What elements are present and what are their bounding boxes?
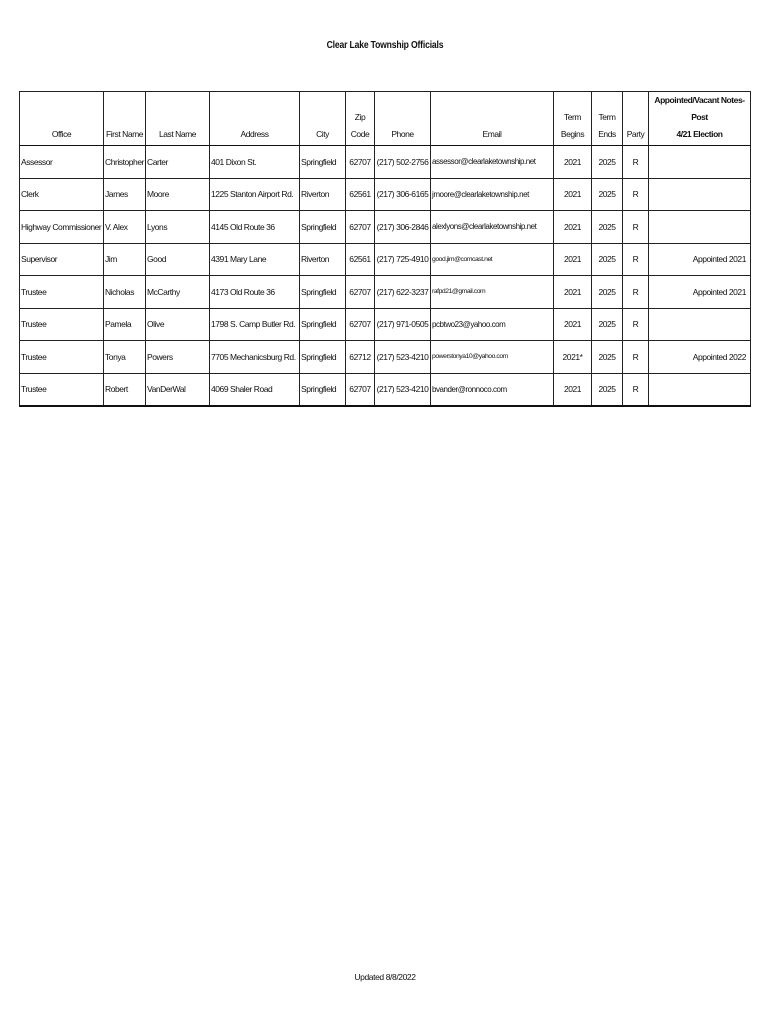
cell-email[interactable]: good.jim@comcast.net bbox=[431, 243, 554, 276]
cell-term-begins: 2021 bbox=[554, 276, 592, 309]
cell-party: R bbox=[623, 211, 649, 244]
cell-zip: 62712 bbox=[346, 341, 375, 374]
cell-phone: (217) 971-0505 bbox=[375, 308, 431, 341]
cell-last-name: Powers bbox=[146, 341, 210, 374]
cell-party: R bbox=[623, 373, 649, 406]
cell-notes bbox=[649, 146, 751, 179]
cell-city: Springfield bbox=[300, 276, 346, 309]
header-notes bbox=[649, 92, 751, 146]
cell-office: Trustee bbox=[20, 373, 104, 406]
table-row bbox=[20, 341, 751, 374]
cell-first-name: Jim bbox=[104, 243, 146, 276]
cell-address: 401 Dixon St. bbox=[210, 146, 300, 179]
cell-zip: 62707 bbox=[346, 276, 375, 309]
table-row bbox=[20, 373, 751, 406]
cell-last-name: Good bbox=[146, 243, 210, 276]
cell-party: R bbox=[623, 146, 649, 179]
cell-term-begins: 2021 bbox=[554, 308, 592, 341]
cell-phone: (217) 523-4210 bbox=[375, 373, 431, 406]
cell-first-name: James bbox=[104, 178, 146, 211]
cell-email[interactable]: pcbtwo23@yahoo.com bbox=[431, 308, 554, 341]
table-row bbox=[20, 146, 751, 179]
cell-office: Trustee bbox=[20, 276, 104, 309]
cell-phone: (217) 306-6165 bbox=[375, 178, 431, 211]
cell-email[interactable]: bvander@ronnoco.com bbox=[431, 373, 554, 406]
cell-city: Springfield bbox=[300, 211, 346, 244]
cell-term-ends: 2025 bbox=[592, 276, 623, 309]
cell-email[interactable]: powerstonya10@yahoo.com bbox=[431, 341, 554, 374]
cell-party: R bbox=[623, 276, 649, 309]
cell-notes bbox=[649, 211, 751, 244]
cell-zip: 62707 bbox=[346, 146, 375, 179]
cell-term-ends: 2025 bbox=[592, 373, 623, 406]
cell-notes bbox=[649, 373, 751, 406]
header-office: Office bbox=[20, 92, 104, 146]
header-phone: Phone bbox=[375, 92, 431, 146]
cell-term-ends: 2025 bbox=[592, 308, 623, 341]
cell-last-name: McCarthy bbox=[146, 276, 210, 309]
header-party: Party bbox=[623, 92, 649, 146]
cell-address: 4069 Shaler Road bbox=[210, 373, 300, 406]
cell-term-begins: 2021 bbox=[554, 146, 592, 179]
cell-first-name: Pamela bbox=[104, 308, 146, 341]
cell-zip: 62707 bbox=[346, 308, 375, 341]
cell-last-name: Moore bbox=[146, 178, 210, 211]
cell-phone: (217) 523-4210 bbox=[375, 341, 431, 374]
cell-city: Springfield bbox=[300, 146, 346, 179]
cell-address: 4145 Old Route 36 bbox=[210, 211, 300, 244]
cell-phone: (217) 306-2846 bbox=[375, 211, 431, 244]
header-notes-line1: Appointed/Vacant Notes-Post bbox=[654, 95, 745, 122]
header-zip-line1: Zip bbox=[354, 112, 366, 122]
cell-address: 7705 Mechanicsburg Rd. bbox=[210, 341, 300, 374]
table-row bbox=[20, 178, 751, 211]
header-address: Address bbox=[210, 92, 300, 146]
header-term-begins-line1: Term bbox=[563, 112, 582, 122]
cell-first-name: Nicholas bbox=[104, 276, 146, 309]
cell-address: 4173 Old Route 36 bbox=[210, 276, 300, 309]
cell-city: Riverton bbox=[300, 178, 346, 211]
cell-email[interactable]: assessor@clearlaketownship.net bbox=[431, 146, 554, 179]
header-term-ends-line2: Ends bbox=[598, 129, 616, 139]
cell-phone: (217) 502-2756 bbox=[375, 146, 431, 179]
table-row bbox=[20, 276, 751, 309]
cell-city: Springfield bbox=[300, 373, 346, 406]
cell-last-name: Olive bbox=[146, 308, 210, 341]
cell-last-name: Lyons bbox=[146, 211, 210, 244]
cell-office: Trustee bbox=[20, 308, 104, 341]
cell-term-ends: 2025 bbox=[592, 178, 623, 211]
cell-phone: (217) 725-4910 bbox=[375, 243, 431, 276]
cell-city: Springfield bbox=[300, 341, 346, 374]
cell-notes: Appointed 2021 bbox=[649, 243, 751, 276]
cell-party: R bbox=[623, 178, 649, 211]
cell-first-name: Christopher bbox=[104, 146, 146, 179]
header-email: Email bbox=[431, 92, 554, 146]
header-notes-line2: 4/21 Election bbox=[676, 129, 723, 139]
cell-email[interactable]: alexlyons@clearlaketownship.net bbox=[431, 211, 554, 244]
table-row bbox=[20, 211, 751, 244]
header-first-name: First Name bbox=[104, 92, 146, 146]
footer-updated: Updated 8/8/2022 bbox=[354, 972, 416, 982]
cell-zip: 62707 bbox=[346, 211, 375, 244]
cell-city: Springfield bbox=[300, 308, 346, 341]
cell-office: Highway Commissioner bbox=[20, 211, 104, 244]
cell-term-begins: 2021* bbox=[554, 341, 592, 374]
header-term-ends-line1: Term bbox=[598, 112, 616, 122]
cell-office: Clerk bbox=[20, 178, 104, 211]
cell-term-begins: 2021 bbox=[554, 211, 592, 244]
header-row bbox=[20, 92, 751, 146]
cell-term-ends: 2025 bbox=[592, 341, 623, 374]
cell-party: R bbox=[623, 243, 649, 276]
cell-address: 1225 Stanton Airport Rd. bbox=[210, 178, 300, 211]
cell-address: 4391 Mary Lane bbox=[210, 243, 300, 276]
cell-zip: 62561 bbox=[346, 178, 375, 211]
cell-term-begins: 2021 bbox=[554, 178, 592, 211]
cell-address: 1798 S. Camp Butler Rd. bbox=[210, 308, 300, 341]
cell-notes bbox=[649, 308, 751, 341]
table-row bbox=[20, 308, 751, 341]
cell-first-name: Robert bbox=[104, 373, 146, 406]
officials-table bbox=[19, 91, 751, 407]
header-zip-code bbox=[346, 92, 375, 146]
cell-city: Riverton bbox=[300, 243, 346, 276]
table-row bbox=[20, 243, 751, 276]
cell-term-ends: 2025 bbox=[592, 211, 623, 244]
cell-email[interactable]: rafpd21@gmail.com bbox=[431, 276, 554, 309]
cell-term-ends: 2025 bbox=[592, 243, 623, 276]
cell-term-begins: 2021 bbox=[554, 373, 592, 406]
header-zip-line2: Code bbox=[350, 129, 370, 139]
cell-email[interactable]: jmoore@clearlaketownship.net bbox=[431, 178, 554, 211]
cell-first-name: Tonya bbox=[104, 341, 146, 374]
cell-zip: 62707 bbox=[346, 373, 375, 406]
cell-party: R bbox=[623, 341, 649, 374]
cell-first-name: V. Alex bbox=[104, 211, 146, 244]
cell-last-name: VanDerWal bbox=[146, 373, 210, 406]
cell-party: R bbox=[623, 308, 649, 341]
cell-notes bbox=[649, 178, 751, 211]
cell-phone: (217) 622-3237 bbox=[375, 276, 431, 309]
cell-term-ends: 2025 bbox=[592, 146, 623, 179]
cell-zip: 62561 bbox=[346, 243, 375, 276]
header-last-name: Last Name bbox=[146, 92, 210, 146]
cell-term-begins: 2021 bbox=[554, 243, 592, 276]
header-term-begins bbox=[554, 92, 592, 146]
header-term-begins-line2: Begins bbox=[560, 129, 585, 139]
cell-office: Assessor bbox=[20, 146, 104, 179]
page-title: Clear Lake Township Officials bbox=[326, 40, 444, 51]
cell-notes: Appointed 2022 bbox=[649, 341, 751, 374]
cell-notes: Appointed 2021 bbox=[649, 276, 751, 309]
cell-office: Trustee bbox=[20, 341, 104, 374]
cell-office: Supervisor bbox=[20, 243, 104, 276]
cell-last-name: Carter bbox=[146, 146, 210, 179]
header-city: City bbox=[300, 92, 346, 146]
header-term-ends bbox=[592, 92, 623, 146]
